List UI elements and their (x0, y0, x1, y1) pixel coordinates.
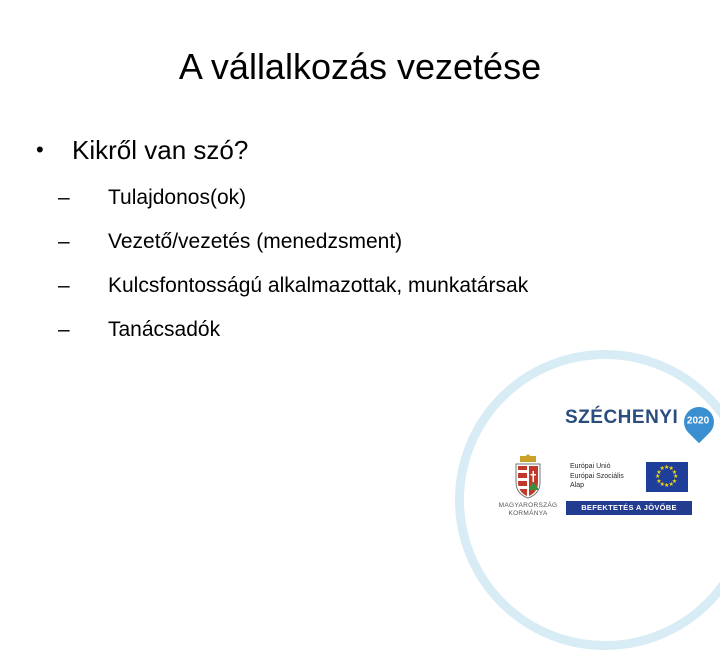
slide-title: A vállalkozás vezetése (178, 46, 542, 87)
eu-line-1: Európai Unió (570, 463, 611, 470)
star-icon: ★ (671, 469, 678, 476)
sub-bullet-item (36, 264, 676, 308)
invest-ribbon: BEFEKTETÉS A JÖVŐBE (566, 501, 692, 515)
star-icon: ★ (659, 481, 665, 488)
sub-bullet-text: Kulcsfontosságú alkalmazottak, munkatársak (108, 274, 529, 297)
sub-bullet-marker: – (58, 186, 70, 209)
sub-bullet-marker: – (58, 230, 70, 253)
gov-line-2: KORMÁNYA (508, 510, 548, 517)
program-name: SZÉCHENYI (565, 407, 679, 428)
star-icon: ★ (664, 465, 670, 471)
eu-logo (566, 460, 692, 498)
eu-line-3: Alap (570, 482, 585, 489)
government-label (494, 502, 562, 518)
sub-bullet-marker: – (58, 274, 70, 297)
star-icon: ★ (664, 483, 670, 489)
bullet-marker: • (36, 137, 44, 162)
sub-bullet-text: Vezető/vezetés (menedzsment) (108, 230, 403, 253)
star-icon: ★ (668, 466, 674, 473)
star-icon: ★ (655, 474, 661, 480)
star-icon: ★ (671, 478, 678, 485)
star-icon: ★ (668, 481, 674, 488)
star-icon: ★ (659, 466, 665, 473)
gov-line-1: MAGYARORSZÁG (498, 502, 558, 509)
coat-of-arms-icon (510, 454, 546, 500)
eu-line-2: Európai Szociális (570, 472, 624, 480)
bullet-item (36, 130, 676, 170)
bullet-list (36, 130, 676, 352)
sub-bullet-item (36, 220, 676, 264)
eu-flag-icon (646, 462, 688, 492)
star-icon: ★ (656, 478, 662, 485)
star-icon: ★ (673, 474, 679, 480)
sub-bullet-item (36, 308, 676, 352)
bullet-text: Kikről van szó? (72, 134, 249, 165)
szechenyi-badge (455, 350, 720, 650)
eu-label (570, 462, 624, 491)
sub-bullet-text: Tulajdonos(ok) (108, 186, 247, 209)
szechenyi-logo (565, 404, 714, 432)
sub-bullet-list (36, 176, 676, 352)
star-icon: ★ (656, 469, 662, 476)
sub-bullet-text: Tanácsadók (108, 318, 221, 341)
sub-bullet-item (36, 176, 676, 220)
program-year: 2020 (687, 415, 710, 427)
sub-bullet-marker: – (58, 318, 70, 341)
